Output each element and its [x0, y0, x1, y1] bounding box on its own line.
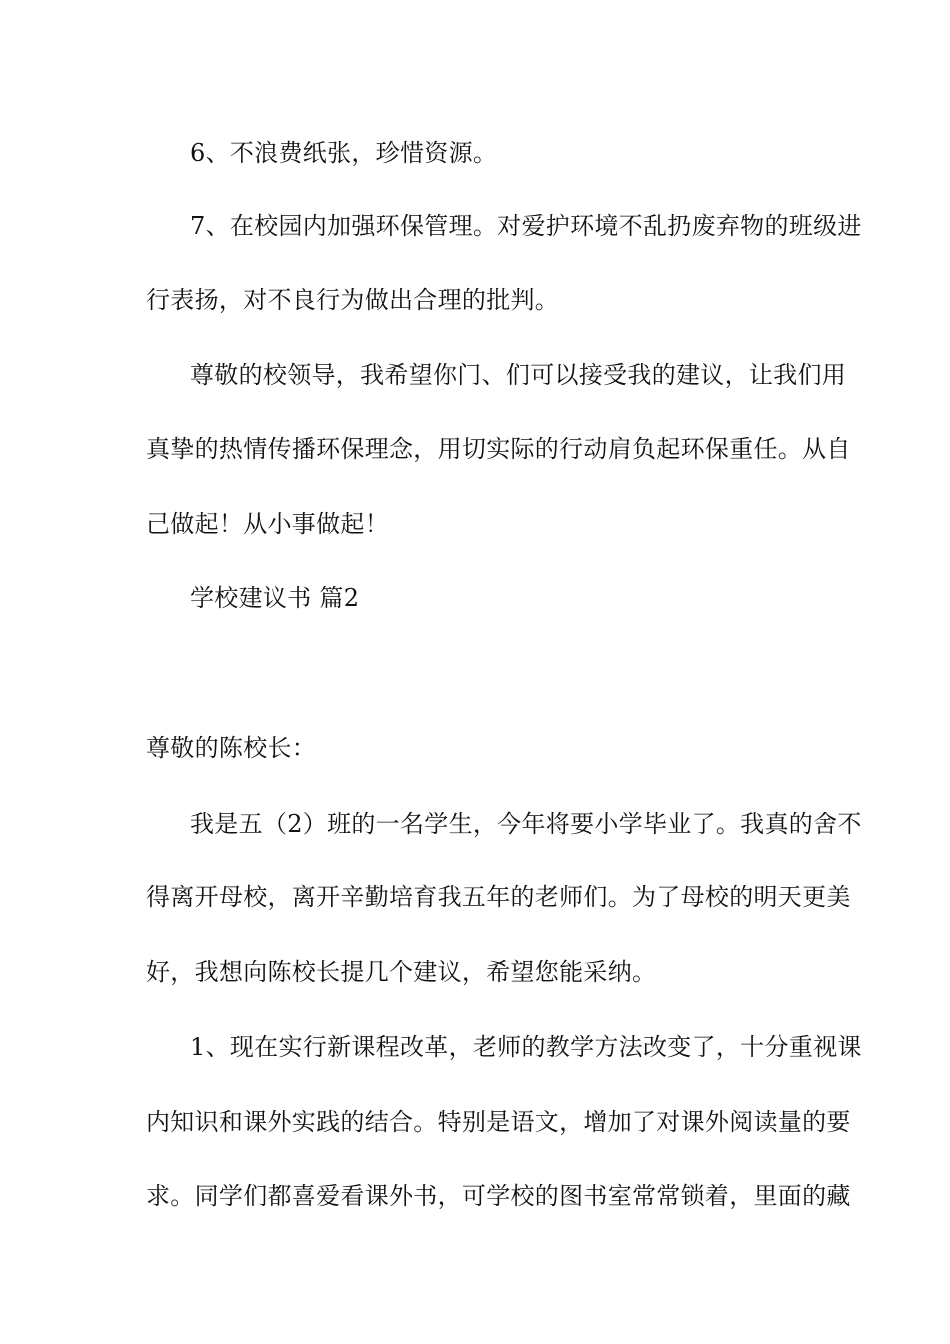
- closing-paragraph-line-3: 己做起！从小事做起！: [146, 510, 389, 538]
- suggestion-1-line-2: 内知识和课外实践的结合。特别是语文，增加了对课外阅读量的要: [146, 1108, 851, 1136]
- section-title: 学校建议书 篇2: [190, 584, 360, 612]
- salutation: 尊敬的陈校长：: [146, 734, 317, 762]
- suggestion-1-line-1: 1、现在实行新课程改革，老师的教学方法改变了，十分重视课: [190, 1033, 862, 1061]
- item-7-line-1: 7、在校园内加强环保管理。对爱护环境不乱扔废弃物的班级进: [190, 212, 862, 240]
- closing-paragraph-line-1: 尊敬的校领导，我希望你门、们可以接受我的建议，让我们用: [190, 361, 847, 389]
- intro-paragraph-line-1: 我是五（2）班的一名学生，今年将要小学毕业了。我真的舍不: [190, 810, 862, 838]
- suggestion-1-line-3: 求。同学们都喜爱看课外书，可学校的图书室常常锁着，里面的藏: [146, 1182, 851, 1210]
- intro-paragraph-line-2: 得离开母校，离开辛勤培育我五年的老师们。为了母校的明天更美: [146, 883, 851, 911]
- closing-paragraph-line-2: 真挚的热情传播环保理念，用切实际的行动肩负起环保重任。从自: [146, 435, 851, 463]
- intro-paragraph-line-3: 好，我想向陈校长提几个建议，希望您能采纳。: [146, 958, 657, 986]
- item-6-text: 6、不浪费纸张，珍惜资源。: [190, 139, 498, 167]
- item-7-line-2: 行表扬，对不良行为做出合理的批判。: [146, 286, 560, 314]
